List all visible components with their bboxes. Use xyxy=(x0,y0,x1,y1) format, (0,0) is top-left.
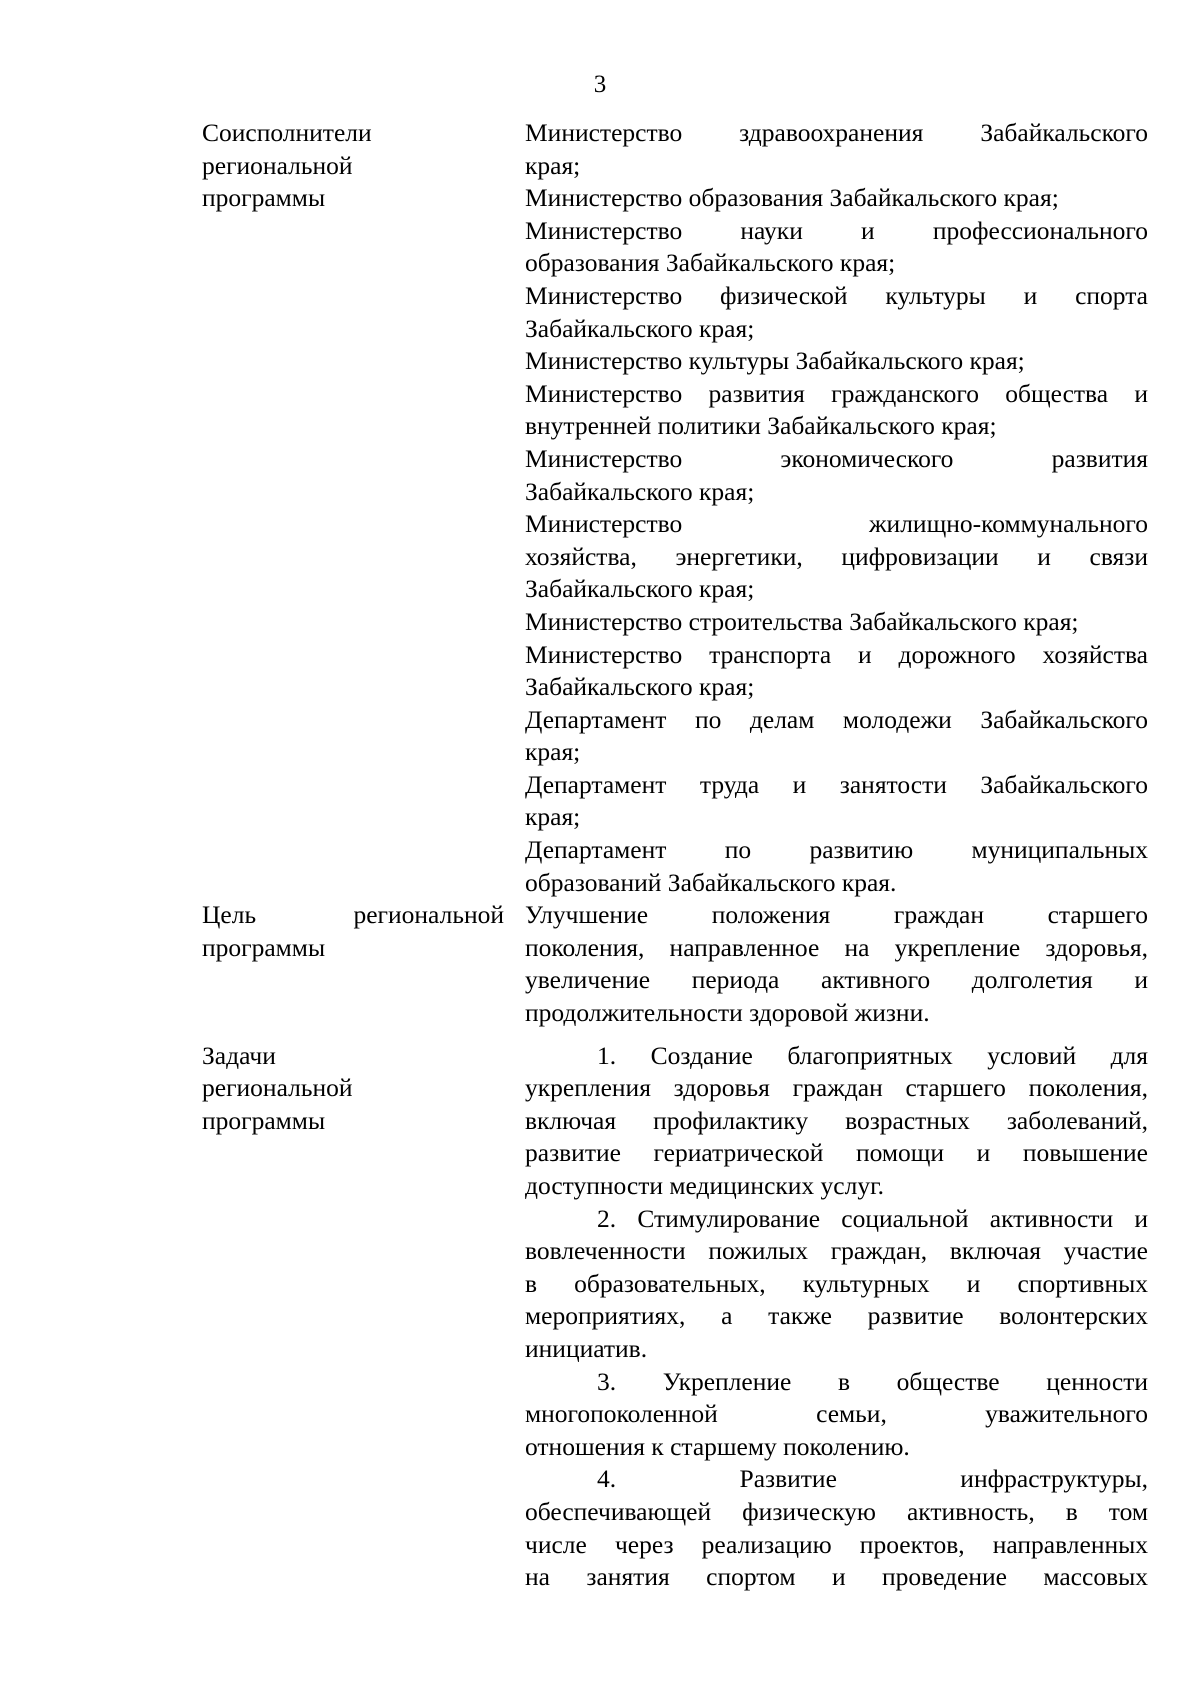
text-line: края; xyxy=(525,737,581,767)
coexecutor-item xyxy=(525,508,1148,606)
label-tasks xyxy=(202,1040,504,1138)
text-line: Министерство экономического развития xyxy=(525,443,1148,473)
text-line: Министерство культуры Забайкальского края; xyxy=(525,346,1025,376)
text-line: включая профилактику возрастных заболеваний, xyxy=(525,1105,1148,1135)
text-line: Департамент по делам молодежи Забайкальского xyxy=(525,704,1148,734)
coexecutor-item xyxy=(525,345,1148,378)
label-line: Соисполнители xyxy=(202,118,372,147)
text-line: увеличение периода активного долголетия и xyxy=(525,965,1148,995)
label-line: программы xyxy=(202,183,326,213)
row-goal xyxy=(202,899,1148,1029)
coexecutor-item xyxy=(525,182,1148,215)
task-item xyxy=(525,1203,1148,1366)
text-line: образований Забайкальского края. xyxy=(525,867,897,897)
coexecutor-item xyxy=(525,117,1148,182)
content-goal xyxy=(525,899,1148,1029)
text-line: числе через реализацию проектов, направленных xyxy=(525,1529,1148,1559)
row-tasks xyxy=(202,1040,1148,1594)
text-line: внутренней политики Забайкальского края; xyxy=(525,411,997,441)
coexecutor-item xyxy=(525,443,1148,508)
text-line: края; xyxy=(525,802,581,832)
text-line: Министерство транспорта и дорожного хозяйства xyxy=(525,639,1148,669)
coexecutor-item xyxy=(525,834,1148,899)
text-line: на занятия спортом и проведение массовых xyxy=(525,1562,1148,1592)
text-line: Департамент по развитию муниципальных xyxy=(525,835,1148,865)
task-item xyxy=(525,1040,1148,1203)
text-line: развитие гериатрической помощи и повышение xyxy=(525,1138,1148,1168)
label-line: Задачи xyxy=(202,1040,276,1070)
text-line: 4. Развитие инфраструктуры, xyxy=(597,1464,1148,1494)
text-line: Министерство образования Забайкальского края; xyxy=(525,183,1059,213)
text-line: Министерство физической культуры и спорта xyxy=(525,280,1148,310)
label-line: программы xyxy=(202,1105,326,1135)
label-line: программы xyxy=(202,932,326,962)
text-line: Улучшение положения граждан старшего xyxy=(525,900,1148,930)
text-line: Министерство строительства Забайкальского края; xyxy=(525,606,1079,636)
text-line: вовлеченности пожилых граждан, включая участие xyxy=(525,1236,1148,1266)
text-line: Министерство здравоохранения Забайкальского xyxy=(525,118,1148,147)
content-tasks xyxy=(525,1040,1148,1594)
text-line: Забайкальского края; xyxy=(525,574,755,604)
row-coexecutors xyxy=(202,117,1148,899)
text-line: Забайкальского края; xyxy=(525,476,755,506)
text-line: укрепления здоровья граждан старшего поколения, xyxy=(525,1073,1148,1103)
text-line: мероприятиях, а также развитие волонтерских xyxy=(525,1301,1148,1331)
content-coexecutors xyxy=(525,117,1148,899)
text-line: доступности медицинских услуг. xyxy=(525,1171,885,1200)
coexecutor-item xyxy=(525,606,1148,639)
coexecutor-item xyxy=(525,769,1148,834)
coexecutor-item xyxy=(525,280,1148,345)
text-line: образования Забайкальского края; xyxy=(525,248,896,278)
label-line: региональной xyxy=(202,1073,353,1103)
text-line: многопоколенной семьи, уважительного xyxy=(525,1399,1148,1429)
text-line: Забайкальского края; xyxy=(525,672,755,702)
text-line: Министерство науки и профессионального xyxy=(525,215,1148,245)
coexecutor-item xyxy=(525,215,1148,280)
label-line: Цель региональной xyxy=(202,900,504,930)
text-line: инициатив. xyxy=(525,1333,648,1363)
text-line: продолжительности здоровой жизни. xyxy=(525,998,930,1028)
page-number: 3 xyxy=(593,71,607,98)
coexecutor-item xyxy=(525,704,1148,769)
coexecutor-item xyxy=(525,639,1148,704)
text-line: Министерство жилищно-коммунального xyxy=(525,509,1148,539)
text-line: 1. Создание благоприятных условий для xyxy=(597,1040,1148,1070)
coexecutor-item xyxy=(525,378,1148,443)
text-line: края; xyxy=(525,150,581,180)
text-line: хозяйства, энергетики, цифровизации и связи xyxy=(525,541,1148,571)
label-coexecutors xyxy=(202,117,504,215)
text-line: в образовательных, культурных и спортивных xyxy=(525,1268,1148,1298)
text-line: 2. Стимулирование социальной активности и xyxy=(597,1203,1148,1233)
program-passport-table xyxy=(202,117,1148,1594)
text-line: поколения, направленное на укрепление здоровья, xyxy=(525,932,1148,962)
task-item xyxy=(525,1366,1148,1464)
text-line: Департамент труда и занятости Забайкальского xyxy=(525,769,1148,799)
label-line: региональной xyxy=(202,150,353,180)
text-line: Забайкальского края; xyxy=(525,313,755,343)
text-line: обеспечивающей физическую активность, в том xyxy=(525,1496,1148,1526)
text-line: 3. Укрепление в обществе ценности xyxy=(597,1366,1148,1396)
task-item xyxy=(525,1463,1148,1593)
label-goal xyxy=(202,899,504,964)
text-line: Министерство развития гражданского общества и xyxy=(525,378,1148,408)
text-line: отношения к старшему поколению. xyxy=(525,1431,910,1461)
